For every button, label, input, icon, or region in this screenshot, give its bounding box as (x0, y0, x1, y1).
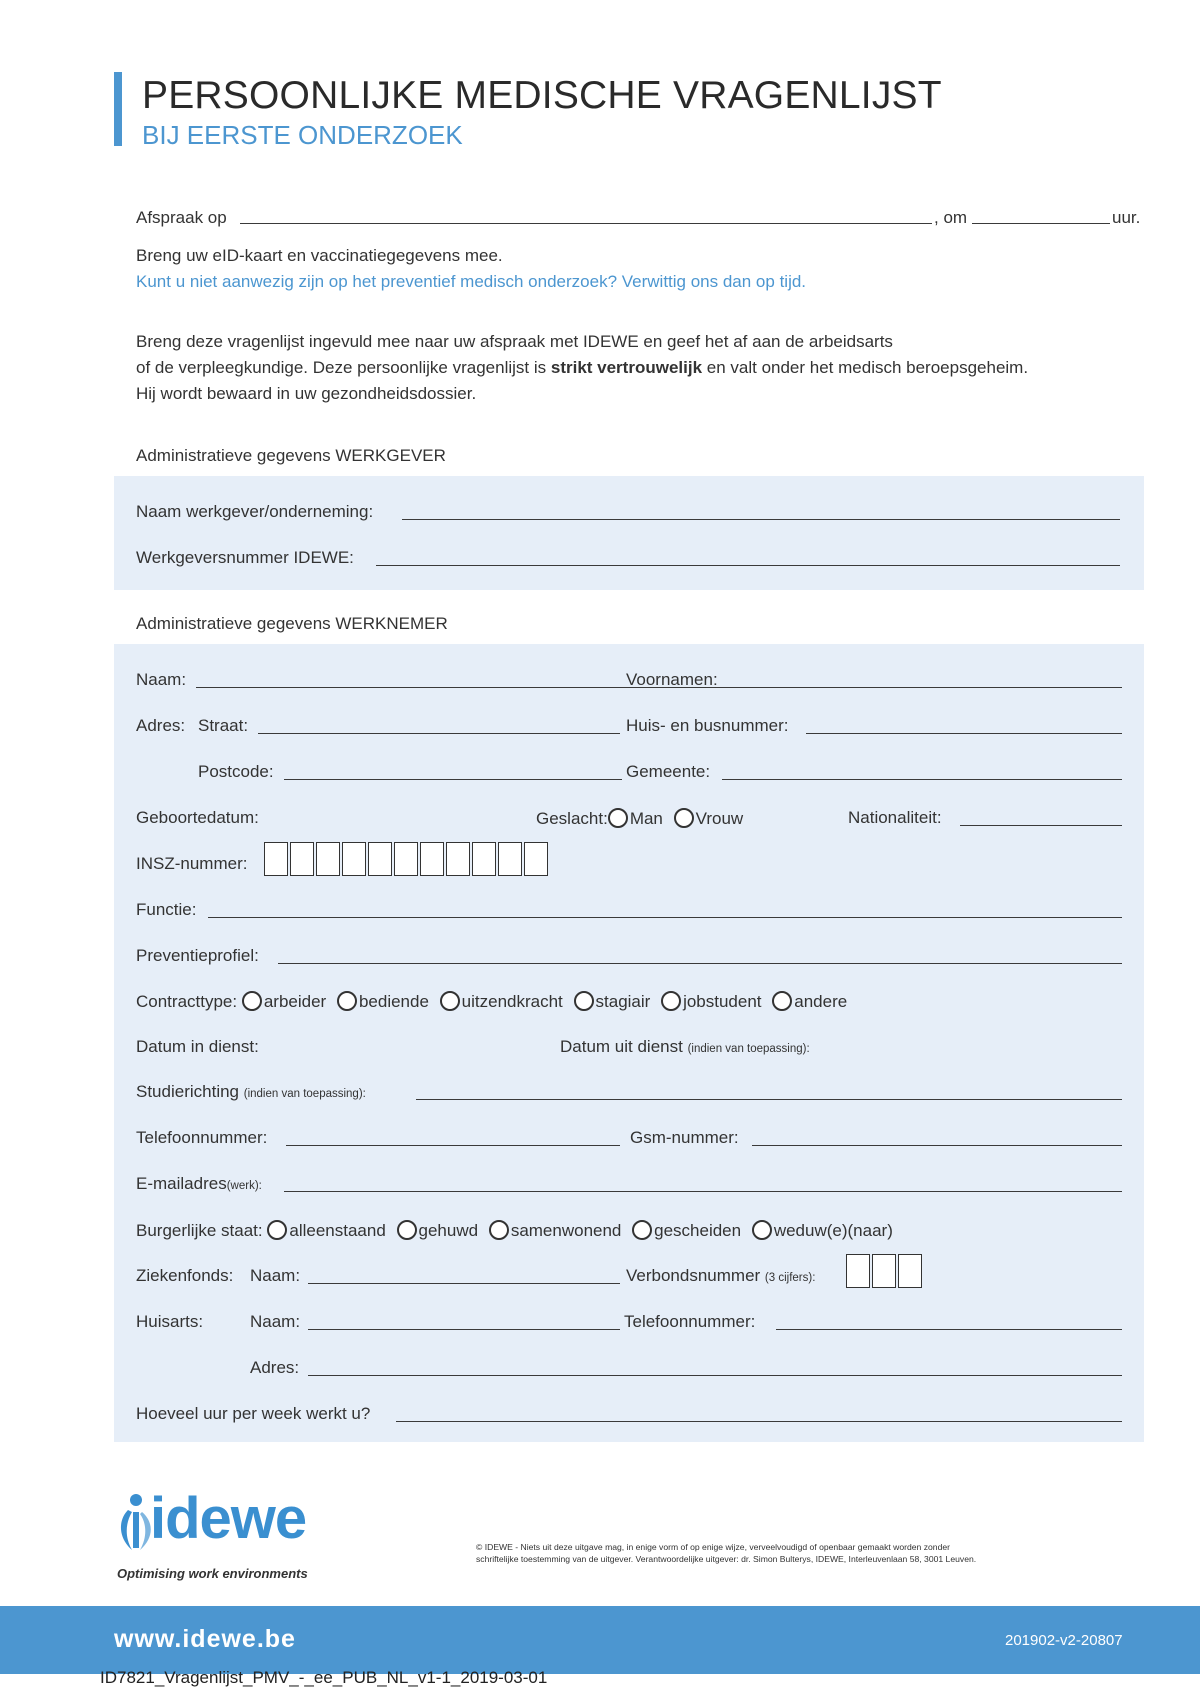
employer-number-field[interactable] (376, 565, 1120, 566)
radio-samenwonend[interactable] (489, 1220, 509, 1240)
employee-panel (114, 644, 1144, 1442)
gemeente-label: Gemeente: (626, 762, 711, 781)
gsm-field[interactable] (752, 1145, 1122, 1146)
ziekenfonds-label: Ziekenfonds: (136, 1266, 234, 1285)
insz-digit-box[interactable] (316, 842, 340, 876)
radio-gescheiden[interactable] (632, 1220, 652, 1240)
intro-paragraph-line3: Hij wordt bewaard in uw gezondheidsdossier. (136, 384, 477, 403)
insz-digit-box[interactable] (420, 842, 444, 876)
geslacht-label: Geslacht: (536, 809, 608, 828)
radio-bediende[interactable] (337, 991, 357, 1011)
idewe-tagline: Optimising work environments (117, 1566, 308, 1581)
nationaliteit-field[interactable] (960, 825, 1122, 826)
radio-arbeider[interactable] (242, 991, 262, 1011)
insz-digit-box[interactable] (342, 842, 366, 876)
employer-panel (114, 476, 1144, 590)
employer-section-title: Administratieve gegevens WERKGEVER (136, 446, 446, 465)
gemeente-field[interactable] (722, 779, 1122, 780)
email-label: E-mailadres(werk): (136, 1174, 262, 1193)
uren-field[interactable] (396, 1421, 1122, 1422)
employer-number-label: Werkgeversnummer IDEWE: (136, 548, 354, 567)
page-title: PERSOONLIJKE MEDISCHE VRAGENLIJST (142, 74, 942, 117)
postcode-field[interactable] (284, 779, 622, 780)
idewe-logo-text: idewe (150, 1486, 307, 1551)
telefoon-field[interactable] (286, 1145, 620, 1146)
geslacht-group: Geslacht: Man Vrouw (536, 809, 744, 828)
insz-digit-box[interactable] (394, 842, 418, 876)
huisarts-naam-label: Naam: (250, 1312, 301, 1331)
gsm-label: Gsm-nummer: (630, 1128, 739, 1147)
appointment-time-field[interactable] (972, 223, 1110, 224)
verbondsnummer-digit-box[interactable] (846, 1254, 870, 1288)
intro-paragraph-line1: Breng deze vragenlijst ingevuld mee naar uw afspraak met IDEWE en geef het af aan de arbeidsarts (136, 332, 893, 351)
insz-digit-box[interactable] (446, 842, 470, 876)
confidential-emphasis: strikt vertrouwelijk (550, 358, 703, 377)
huisarts-telefoon-label: Telefoonnummer: (624, 1312, 756, 1331)
absent-notice: Kunt u niet aanwezig zijn op het preventief medisch onderzoek? Verwittig ons dan op tijd. (136, 272, 807, 291)
appointment-label: Afspraak op (136, 208, 227, 227)
voornamen-field[interactable] (732, 687, 1122, 688)
website-link[interactable]: www.idewe.be (114, 1625, 296, 1653)
file-name-stamp: ID7821_Vragenlijst_PMV_-_ee_PUB_NL_v1-1_2019-03-01 (100, 1668, 548, 1687)
insz-digit-box[interactable] (264, 842, 288, 876)
radio-alleenstaand[interactable] (267, 1220, 287, 1240)
insz-label: INSZ-nummer: (136, 854, 248, 873)
verbondsnummer-digit-box[interactable] (872, 1254, 896, 1288)
radio-uitzendkracht[interactable] (440, 991, 460, 1011)
huisnummer-label: Huis- en busnummer: (626, 716, 789, 735)
verbondsnummer-digit-box[interactable] (898, 1254, 922, 1288)
bring-id-text: Breng uw eID-kaart en vaccinatiegegevens mee. (136, 246, 503, 265)
ziekenfonds-naam-field[interactable] (308, 1283, 620, 1284)
huisnummer-field[interactable] (806, 733, 1122, 734)
document-code: 201902-v2-20807 (1005, 1632, 1123, 1649)
huisarts-label: Huisarts: (136, 1312, 204, 1331)
radio-stagiair[interactable] (574, 991, 594, 1011)
geboortedatum-label: Geboortedatum: (136, 808, 259, 827)
verbondsnummer-label: Verbondsnummer (3 cijfers): (626, 1266, 816, 1285)
straat-field[interactable] (258, 733, 620, 734)
straat-label: Straat: (198, 716, 249, 735)
datum-in-dienst-label: Datum in dienst: (136, 1037, 259, 1056)
preventieprofiel-label: Preventieprofiel: (136, 946, 259, 965)
burgerlijke-staat-group: Burgerlijke staat: alleenstaand gehuwd samenwonend gescheiden weduw(e)(naar) (136, 1221, 893, 1240)
page-subtitle: BIJ EERSTE ONDERZOEK (142, 120, 463, 150)
uren-label: Hoeveel uur per week werkt u? (136, 1404, 371, 1423)
functie-field[interactable] (208, 917, 1122, 918)
huisarts-naam-field[interactable] (308, 1329, 620, 1330)
contracttype-label: Contracttype: (136, 992, 238, 1011)
radio-jobstudent[interactable] (661, 991, 681, 1011)
intro-paragraph-line2: of de verpleegkundige. Deze persoonlijke vragenlijst is strikt vertrouwelijk en valt onder het medisch beroepsgeheim. (136, 358, 1029, 377)
radio-weduwe[interactable] (752, 1220, 772, 1240)
appointment-date-field[interactable] (240, 223, 932, 224)
employer-name-label: Naam werkgever/onderneming: (136, 502, 374, 521)
voornamen-label: Voornamen: (626, 670, 718, 689)
burgerlijke-staat-label: Burgerlijke staat: (136, 1221, 263, 1240)
naam-label: Naam: (136, 670, 187, 689)
contracttype-group: Contracttype: arbeider bediende uitzendkracht stagiair jobstudent andere (136, 992, 848, 1011)
huisarts-telefoon-field[interactable] (776, 1329, 1122, 1330)
insz-digit-box[interactable] (368, 842, 392, 876)
studierichting-label: Studierichting (indien van toepassing): (136, 1082, 366, 1101)
radio-andere[interactable] (772, 991, 792, 1011)
postcode-label: Postcode: (198, 762, 274, 781)
insz-digit-box[interactable] (498, 842, 522, 876)
employee-section-title: Administratieve gegevens WERKNEMER (136, 614, 448, 633)
huisarts-adres-label: Adres: (250, 1358, 300, 1377)
studierichting-field[interactable] (416, 1099, 1122, 1100)
functie-label: Functie: (136, 900, 197, 919)
telefoon-label: Telefoonnummer: (136, 1128, 268, 1147)
title-accent-bar (114, 72, 122, 146)
preventieprofiel-field[interactable] (278, 963, 1122, 964)
datum-uit-dienst-label: Datum uit dienst (indien van toepassing): (560, 1037, 810, 1056)
adres-label: Adres: (136, 716, 186, 735)
insz-digit-box[interactable] (290, 842, 314, 876)
radio-vrouw[interactable] (674, 808, 694, 828)
employer-name-field[interactable] (402, 519, 1120, 520)
time-separator: , om (934, 208, 968, 227)
huisarts-adres-field[interactable] (308, 1375, 1122, 1376)
nationaliteit-label: Nationaliteit: (848, 808, 942, 827)
radio-gehuwd[interactable] (397, 1220, 417, 1240)
ziekenfonds-naam-label: Naam: (250, 1266, 301, 1285)
email-field[interactable] (284, 1191, 1122, 1192)
insz-digit-box[interactable] (524, 842, 548, 876)
copyright-notice: © IDEWE - Niets uit deze uitgave mag, in enige vorm of op enige wijze, verveelvoudigd of openbaar gemaakt worden zonder schriftelijke toestemming van de uitgever. Verantwoordelijke uitgever: dr. Simon Bulterys, IDEWE, Interleuvenlaan 58, 3001 Leuven. (476, 1542, 977, 1564)
time-unit: uur. (1112, 208, 1141, 227)
insz-digit-box[interactable] (472, 842, 496, 876)
radio-man[interactable] (608, 808, 628, 828)
